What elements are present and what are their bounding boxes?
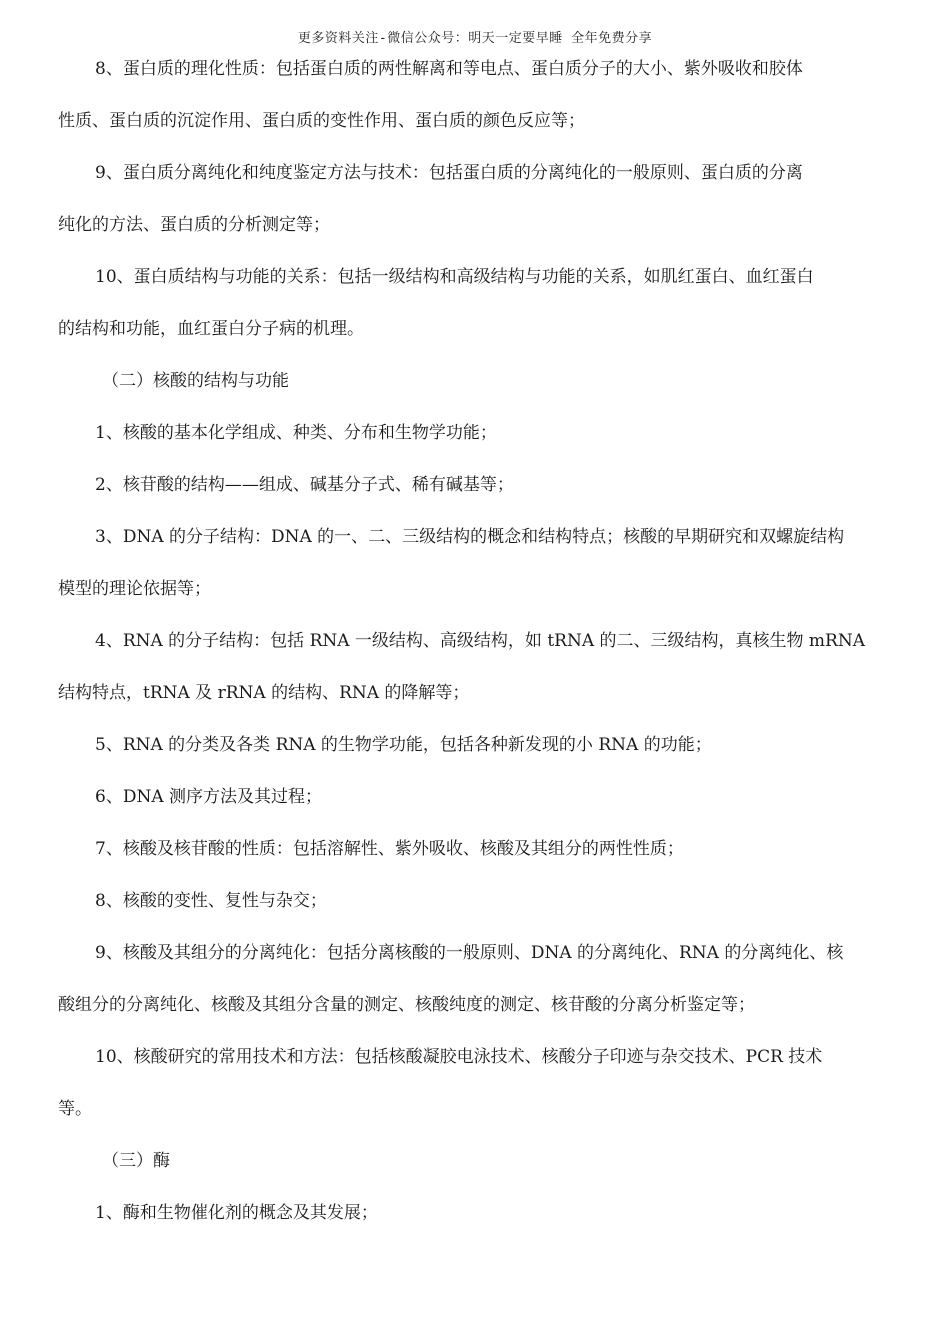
page-header: 更多资料关注-微信公众号：明天一定要早睡 全年免费分享 (297, 31, 653, 46)
text-line: 4、RNA 的分子结构：包括 RNA 一级结构、高级结构，如 tRNA 的二、三级结构，真核生物 mRNA (95, 631, 865, 651)
text-line: 2、核苷酸的结构——组成、碱基分子式、稀有碱基等； (95, 475, 514, 495)
section-heading: （三）酶 (102, 1151, 170, 1171)
section-heading: （二）核酸的结构与功能 (102, 371, 289, 391)
text-line: 模型的理论依据等； (58, 579, 211, 599)
text-line: 的结构和功能，血红蛋白分子病的机理。 (58, 319, 364, 339)
text-line: 3、DNA 的分子结构：DNA 的一、二、三级结构的概念和结构特点；核酸的早期研究和双螺旋结构 (95, 527, 845, 547)
text-line: 10、蛋白质结构与功能的关系：包括一级结构和高级结构与功能的关系，如肌红蛋白、血红蛋白 (95, 267, 814, 287)
text-line: 5、RNA 的分类及各类 RNA 的生物学功能，包括各种新发现的小 RNA 的功能； (95, 735, 712, 755)
text-line: 纯化的方法、蛋白质的分析测定等； (58, 215, 330, 235)
text-line: 9、蛋白质分离纯化和纯度鉴定方法与技术：包括蛋白质的分离纯化的一般原则、蛋白质的分离 (95, 163, 803, 183)
text-line: 酸组分的分离纯化、核酸及其组分含量的测定、核酸纯度的测定、核苷酸的分离分析鉴定等； (58, 995, 755, 1015)
text-line: 性质、蛋白质的沉淀作用、蛋白质的变性作用、蛋白质的颜色反应等； (58, 111, 585, 131)
text-line: 9、核酸及其组分的分离纯化：包括分离核酸的一般原则、DNA 的分离纯化、RNA 的分离纯化、核 (95, 943, 844, 963)
text-line: 等。 (58, 1099, 92, 1119)
text-line: 10、核酸研究的常用技术和方法：包括核酸凝胶电泳技术、核酸分子印迹与杂交技术、PCR 技术 (95, 1047, 823, 1067)
text-line: 结构特点，tRNA 及 rRNA 的结构、RNA 的降解等； (58, 683, 470, 703)
text-line: 8、蛋白质的理化性质：包括蛋白质的两性解离和等电点、蛋白质分子的大小、紫外吸收和胶体 (95, 59, 803, 79)
text-line: 1、酶和生物催化剂的概念及其发展； (95, 1203, 378, 1223)
text-line: 6、DNA 测序方法及其过程； (95, 787, 323, 807)
text-line: 8、核酸的变性、复性与杂交； (95, 891, 327, 911)
text-line: 1、核酸的基本化学组成、种类、分布和生物学功能； (95, 423, 497, 443)
text-line: 7、核酸及核苷酸的性质：包括溶解性、紫外吸收、核酸及其组分的两性性质； (95, 839, 684, 859)
